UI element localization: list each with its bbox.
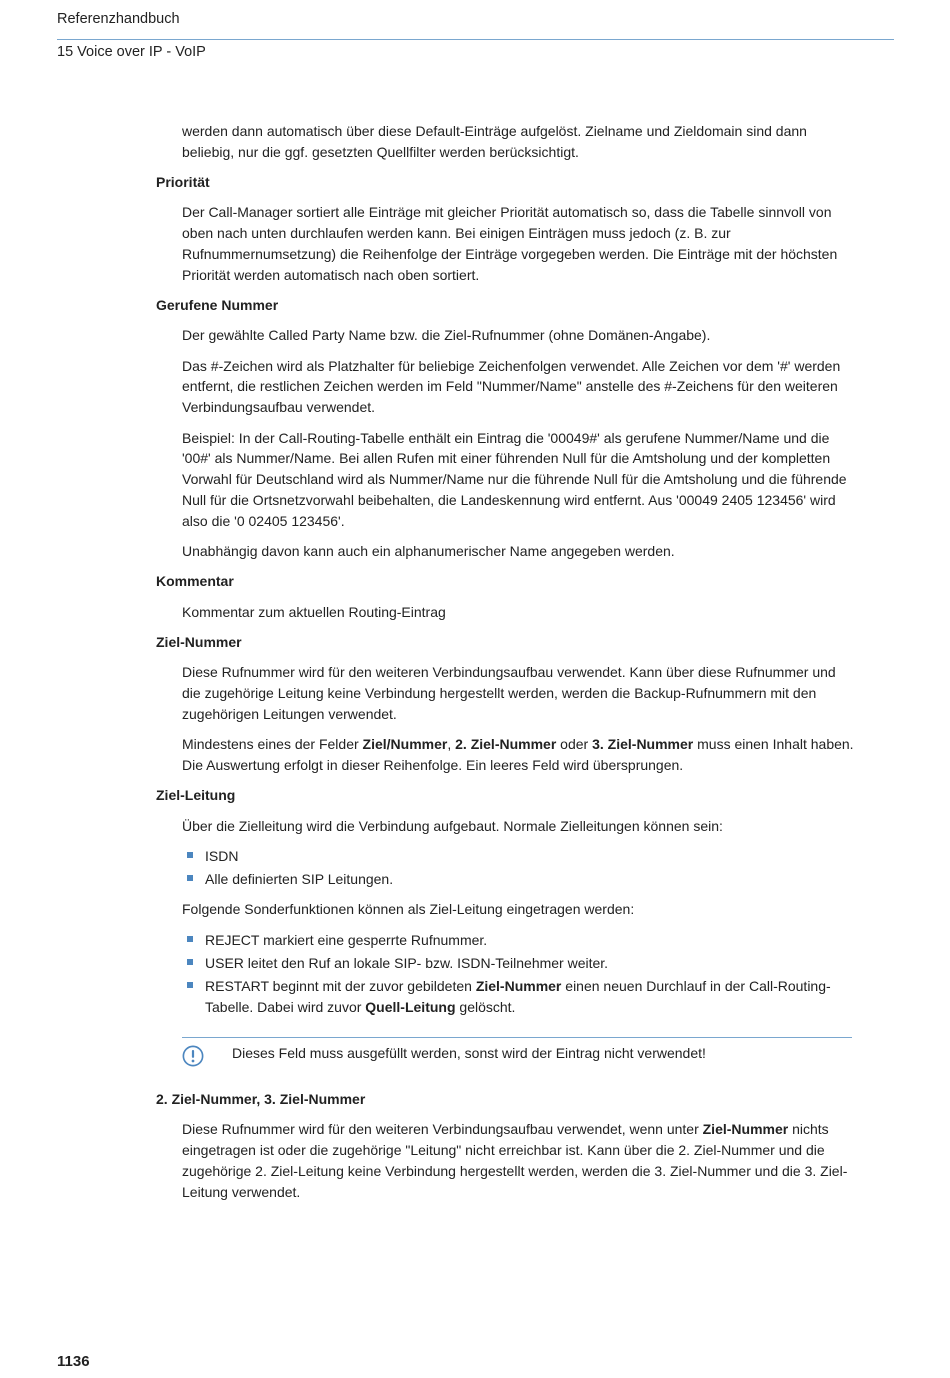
- gerufene-paragraph-2: Das #-Zeichen wird als Platzhalter für beliebige Zeichenfolgen verwendet. Alle Zeichen vor dem '#' werden entfernt, die restlichen Zeichen werden im Feld "Nummer/Name" anstelle des #-Zeichens für den weiteren Verbindungsaufbau verwendet.: [182, 357, 841, 416]
- list-item: [182, 953, 856, 974]
- text-run: Diese Rufnummer wird für den weiteren Verbindungsaufbau verwendet, wenn unter: [182, 1121, 703, 1138]
- square-bullet-icon: [187, 936, 193, 942]
- zweite-description: [156, 1119, 856, 1202]
- special-functions-list: [156, 930, 856, 1018]
- ziel-nummer-paragraph-2: [156, 734, 856, 776]
- ziel-nummer-paragraph-1: Diese Rufnummer wird für den weiteren Verbindungsaufbau verwendet. Kann über diese Rufnummer und die zugehörige Leitung keine Verbindung hergestellt werden, werden die Backup-Rufnummern mit den zugehörigen Leitungen verwendet.: [182, 664, 836, 722]
- field-ref-quell-leitung: Quell-Leitung: [365, 999, 456, 1016]
- gerufene-paragraph-1: Der gewählte Called Party Name bzw. die Ziel-Rufnummer (ohne Domänen-Angabe).: [182, 327, 711, 344]
- field-ref-2-ziel-nummer: 2. Ziel-Nummer: [455, 736, 557, 753]
- gerufene-paragraph-4: Unabhängig davon kann auch ein alphanumerischer Name angegeben werden.: [182, 543, 675, 560]
- text-run: gelöscht.: [455, 999, 516, 1016]
- list-item-text: REJECT markiert eine gesperrte Rufnummer.: [205, 931, 488, 948]
- text-run: nichts eingetragen ist oder die zugehörige "Leitung" nicht erreichbar ist. Kann über die 2. Ziel-Nummer und die zugehörige 2. Ziel-Leitung keine Verbindung hergestellt werden, werden die 3. Ziel-Nummer und die 3. Ziel-Leitung verwendet.: [182, 1121, 848, 1200]
- text-run: muss einen Inhalt haben. Die Auswertung erfolgt in dieser Reihenfolge. Ein leeres Feld wird übersprungen.: [182, 736, 854, 773]
- running-header-book: Referenzhandbuch: [57, 11, 180, 27]
- list-item: [182, 976, 856, 1018]
- text-run: oder: [556, 736, 593, 753]
- text-run: Mindestens eines der Felder: [182, 736, 363, 753]
- term-ziel-nummer: Ziel-Nummer: [156, 633, 242, 650]
- term-ziel-leitung: Ziel-Leitung: [156, 787, 236, 804]
- text-run: ,: [447, 736, 456, 753]
- ziel-leitung-paragraph-2: Folgende Sonderfunktionen können als Ziel-Leitung eingetragen werden:: [182, 901, 635, 918]
- term-kommentar: Kommentar: [156, 573, 234, 590]
- list-item-text: Alle definierten SIP Leitungen.: [205, 871, 394, 888]
- header-divider: [57, 39, 894, 40]
- list-item: [182, 930, 856, 951]
- exclamation-circle-icon: [182, 1045, 204, 1067]
- intro-paragraph: werden dann automatisch über diese Default-Einträge aufgelöst. Zielname und Zieldomain sind dann beliebig, nur die ggf. gesetzten Quellfilter werden berücksichtigt.: [182, 123, 807, 160]
- list-item-text: USER leitet den Ruf an lokale SIP- bzw. ISDN-Teilnehmer weiter.: [205, 955, 609, 971]
- field-ref-ziel-nummer: Ziel/Nummer: [362, 736, 448, 753]
- gerufene-paragraph-3: Beispiel: In der Call-Routing-Tabelle enthält ein Eintrag die '00049#' als gerufene Nummer/Name und die '00#' als Nummer/Name. Bei allen Rufen mit einer führenden Null für die Amtsholung und der kompletten Vorwahl für Deutschland wird als Nummer/Name nur die führende Null für die Amtsholung und die führende Null für die Ortsnetzvorwahl beibehalten, die Landeskennung wird entfernt. Aus '00049 2405 123456' wird also die '0 02405 123456'.: [182, 429, 847, 529]
- field-ref-3-ziel-nummer: 3. Ziel-Nummer: [592, 736, 694, 753]
- square-bullet-icon: [187, 875, 193, 881]
- running-header-chapter: 15 Voice over IP - VoIP: [57, 44, 206, 60]
- note-box: [182, 1037, 852, 1076]
- square-bullet-icon: [187, 852, 193, 858]
- document-body: [156, 121, 856, 1212]
- list-item: [182, 846, 856, 867]
- page-number: 1136: [57, 1353, 90, 1370]
- term-2-3-ziel-nummer: 2. Ziel-Nummer, 3. Ziel-Nummer: [156, 1090, 366, 1107]
- normal-lines-list: [156, 846, 856, 890]
- prioritaet-description: Der Call-Manager sortiert alle Einträge mit gleicher Priorität automatisch so, dass die Tabelle sinnvoll von oben nach unten durchlaufen werden kann. Bei einigen Einträgen muss jedoch (z. B. zur Rufnummernumsetzung) die Reihenfolge der Einträge vorgegeben werden. Die Einträge mit der höchsten Priorität werden automatisch nach oben sortiert.: [182, 204, 838, 283]
- text-run: einen neuen Durchlauf in der Call-Routing-Tabelle. Dabei wird zuvor: [205, 978, 831, 1016]
- field-ref-ziel-nummer: Ziel-Nummer: [475, 978, 562, 995]
- square-bullet-icon: [187, 982, 193, 988]
- term-prioritaet: Priorität: [156, 174, 210, 191]
- text-run: RESTART beginnt mit der zuvor gebildeten: [205, 978, 476, 995]
- field-ref-ziel-nummer: Ziel-Nummer: [702, 1121, 789, 1138]
- square-bullet-icon: [187, 959, 193, 965]
- term-gerufene-nummer: Gerufene Nummer: [156, 297, 279, 314]
- ziel-leitung-paragraph-1: Über die Zielleitung wird die Verbindung aufgebaut. Normale Zielleitungen können sein:: [182, 817, 723, 834]
- kommentar-description: Kommentar zum aktuellen Routing-Eintrag: [182, 603, 446, 620]
- list-item: [182, 869, 856, 890]
- note-text: Dieses Feld muss ausgefüllt werden, sonst wird der Eintrag nicht verwendet!: [232, 1044, 706, 1061]
- list-item-text: ISDN: [205, 847, 239, 864]
